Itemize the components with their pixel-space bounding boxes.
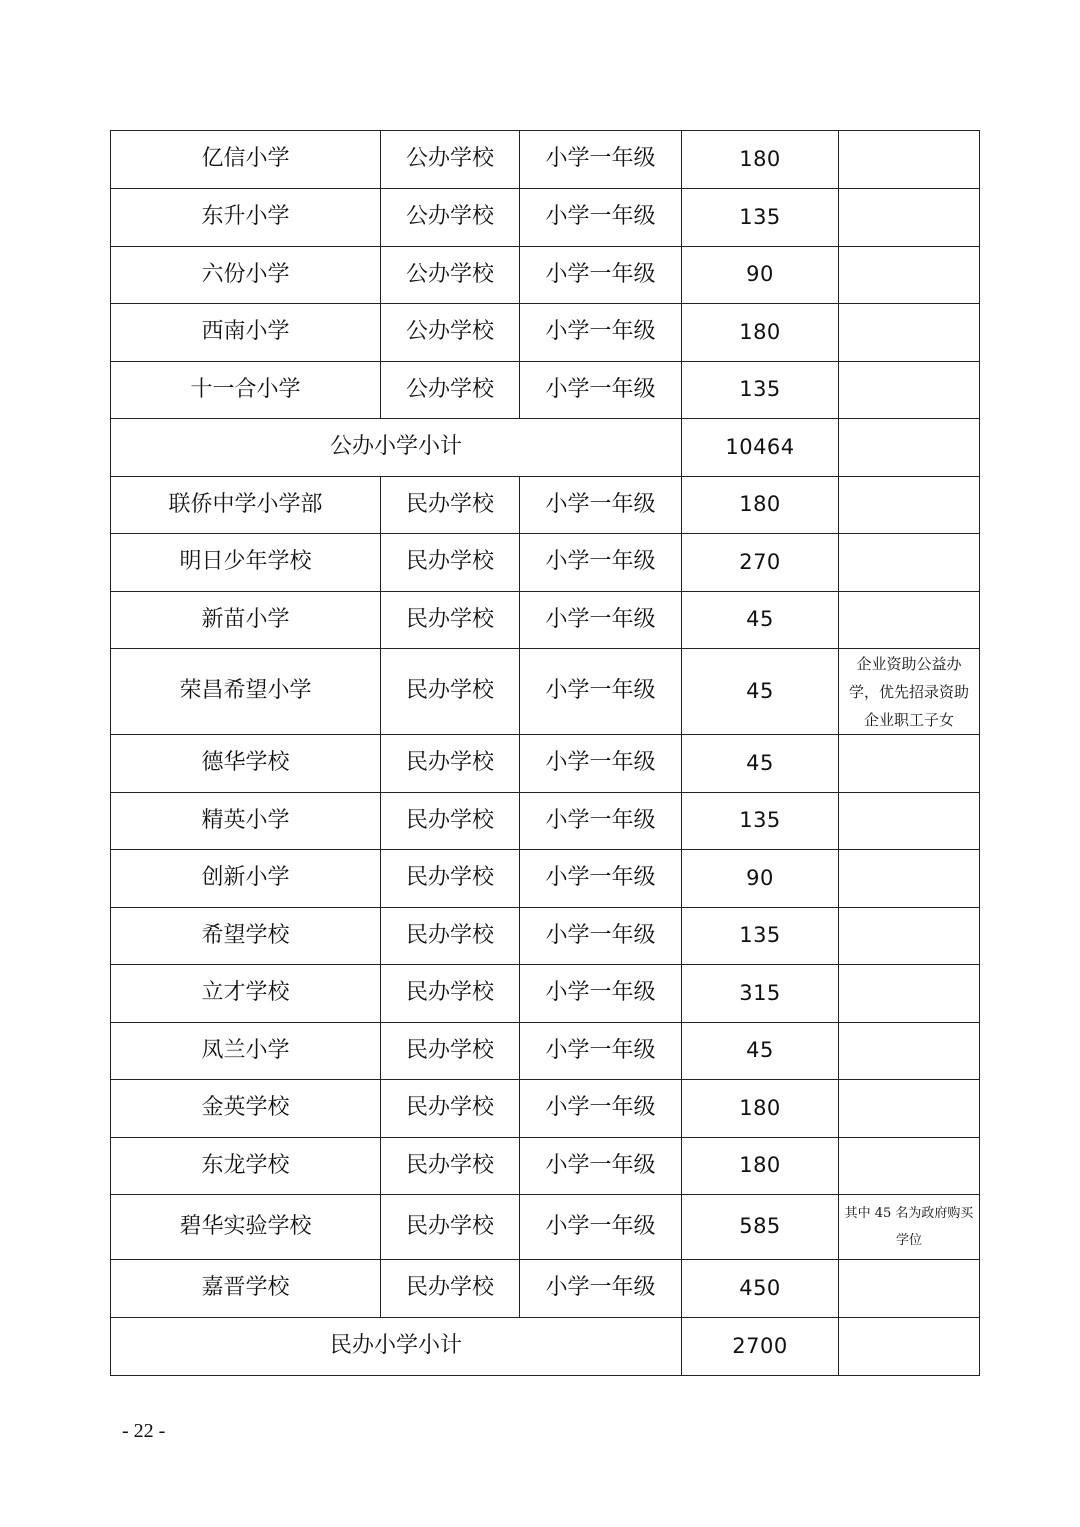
table-row — [111, 1138, 980, 1195]
table-row — [111, 1023, 980, 1080]
school-type: 民办学校 — [381, 965, 520, 1023]
table-row — [111, 908, 980, 965]
school-name: 碧华实验学校 — [111, 1195, 381, 1260]
school-name: 十一合小学 — [111, 362, 381, 419]
remark — [839, 1138, 980, 1195]
remark — [839, 850, 980, 908]
school-type: 公办学校 — [381, 247, 520, 304]
enroll-count: 180 — [682, 304, 839, 362]
enroll-count: 45 — [682, 1023, 839, 1080]
enroll-count: 315 — [682, 965, 839, 1023]
enroll-count: 585 — [682, 1195, 839, 1260]
table-row — [111, 131, 980, 189]
school-type: 民办学校 — [381, 1138, 520, 1195]
table-row — [111, 247, 980, 304]
school-grade: 小学一年级 — [520, 1023, 682, 1080]
remark — [839, 965, 980, 1023]
enroll-count: 135 — [682, 189, 839, 247]
school-name: 希望学校 — [111, 908, 381, 965]
school-grade: 小学一年级 — [520, 793, 682, 850]
school-name: 立才学校 — [111, 965, 381, 1023]
school-grade: 小学一年级 — [520, 850, 682, 908]
school-grade: 小学一年级 — [520, 649, 682, 735]
school-type: 民办学校 — [381, 1195, 520, 1260]
school-type: 民办学校 — [381, 1260, 520, 1318]
school-type: 公办学校 — [381, 362, 520, 419]
remark — [839, 131, 980, 189]
school-type: 公办学校 — [381, 304, 520, 362]
school-grade: 小学一年级 — [520, 189, 682, 247]
remark — [839, 1080, 980, 1138]
remark — [839, 1260, 980, 1318]
school-type: 民办学校 — [381, 592, 520, 649]
enroll-count: 90 — [682, 247, 839, 304]
remark — [839, 304, 980, 362]
subtotal-row-private — [111, 1318, 980, 1376]
school-grade: 小学一年级 — [520, 1260, 682, 1318]
school-type: 民办学校 — [381, 908, 520, 965]
school-grade: 小学一年级 — [520, 477, 682, 534]
school-name: 嘉晋学校 — [111, 1260, 381, 1318]
table-row — [111, 534, 980, 592]
school-type: 民办学校 — [381, 1080, 520, 1138]
table-row — [111, 850, 980, 908]
school-type: 民办学校 — [381, 1023, 520, 1080]
school-name: 东升小学 — [111, 189, 381, 247]
enroll-count: 135 — [682, 362, 839, 419]
remark — [839, 534, 980, 592]
school-name: 联侨中学小学部 — [111, 477, 381, 534]
enroll-count: 45 — [682, 649, 839, 735]
school-grade: 小学一年级 — [520, 965, 682, 1023]
table-row — [111, 649, 980, 735]
enroll-count: 45 — [682, 592, 839, 649]
table-row — [111, 304, 980, 362]
remark — [839, 793, 980, 850]
school-name: 明日少年学校 — [111, 534, 381, 592]
enroll-count: 450 — [682, 1260, 839, 1318]
enroll-count: 270 — [682, 534, 839, 592]
school-type: 民办学校 — [381, 534, 520, 592]
remark — [839, 362, 980, 419]
school-type: 民办学校 — [381, 735, 520, 793]
school-grade: 小学一年级 — [520, 304, 682, 362]
remark — [839, 735, 980, 793]
school-type: 民办学校 — [381, 793, 520, 850]
remark — [839, 189, 980, 247]
school-name: 凤兰小学 — [111, 1023, 381, 1080]
school-grade: 小学一年级 — [520, 534, 682, 592]
remark: 企业资助公益办学，优先招录资助企业职工子女 — [839, 649, 980, 735]
table-row — [111, 1260, 980, 1318]
school-name: 创新小学 — [111, 850, 381, 908]
school-grade: 小学一年级 — [520, 735, 682, 793]
remark — [839, 247, 980, 304]
enroll-count: 180 — [682, 1080, 839, 1138]
school-name: 荣昌希望小学 — [111, 649, 381, 735]
school-type: 民办学校 — [381, 649, 520, 735]
enroll-count: 180 — [682, 131, 839, 189]
remark — [839, 1023, 980, 1080]
school-name: 亿信小学 — [111, 131, 381, 189]
subtotal-count: 2700 — [682, 1318, 839, 1376]
school-grade: 小学一年级 — [520, 247, 682, 304]
enroll-count: 45 — [682, 735, 839, 793]
subtotal-label: 民办小学小计 — [111, 1318, 682, 1376]
enroll-count: 180 — [682, 477, 839, 534]
table-row — [111, 1080, 980, 1138]
table-row — [111, 189, 980, 247]
school-name: 东龙学校 — [111, 1138, 381, 1195]
school-grade: 小学一年级 — [520, 1195, 682, 1260]
subtotal-count: 10464 — [682, 419, 839, 477]
table-row — [111, 1195, 980, 1260]
school-grade: 小学一年级 — [520, 1080, 682, 1138]
school-grade: 小学一年级 — [520, 362, 682, 419]
subtotal-row-public — [111, 419, 980, 477]
table-row — [111, 735, 980, 793]
remark — [839, 477, 980, 534]
school-grade: 小学一年级 — [520, 131, 682, 189]
table-row — [111, 477, 980, 534]
enroll-count: 180 — [682, 1138, 839, 1195]
school-type: 公办学校 — [381, 131, 520, 189]
enrollment-table — [110, 130, 980, 1376]
table-row — [111, 362, 980, 419]
school-name: 西南小学 — [111, 304, 381, 362]
table-row — [111, 793, 980, 850]
school-name: 六份小学 — [111, 247, 381, 304]
school-name: 新苗小学 — [111, 592, 381, 649]
enroll-count: 135 — [682, 908, 839, 965]
table-row — [111, 965, 980, 1023]
enroll-count: 135 — [682, 793, 839, 850]
school-type: 公办学校 — [381, 189, 520, 247]
subtotal-remark — [839, 419, 980, 477]
remark — [839, 908, 980, 965]
school-grade: 小学一年级 — [520, 1138, 682, 1195]
school-name: 精英小学 — [111, 793, 381, 850]
subtotal-label: 公办小学小计 — [111, 419, 682, 477]
page-number: - 22 - — [122, 1420, 166, 1442]
school-grade: 小学一年级 — [520, 908, 682, 965]
school-name: 金英学校 — [111, 1080, 381, 1138]
table-row — [111, 592, 980, 649]
enroll-count: 90 — [682, 850, 839, 908]
remark — [839, 592, 980, 649]
subtotal-remark — [839, 1318, 980, 1376]
school-type: 民办学校 — [381, 850, 520, 908]
school-name: 德华学校 — [111, 735, 381, 793]
school-type: 民办学校 — [381, 477, 520, 534]
school-grade: 小学一年级 — [520, 592, 682, 649]
remark: 其中 45 名为政府购买学位 — [839, 1195, 980, 1260]
